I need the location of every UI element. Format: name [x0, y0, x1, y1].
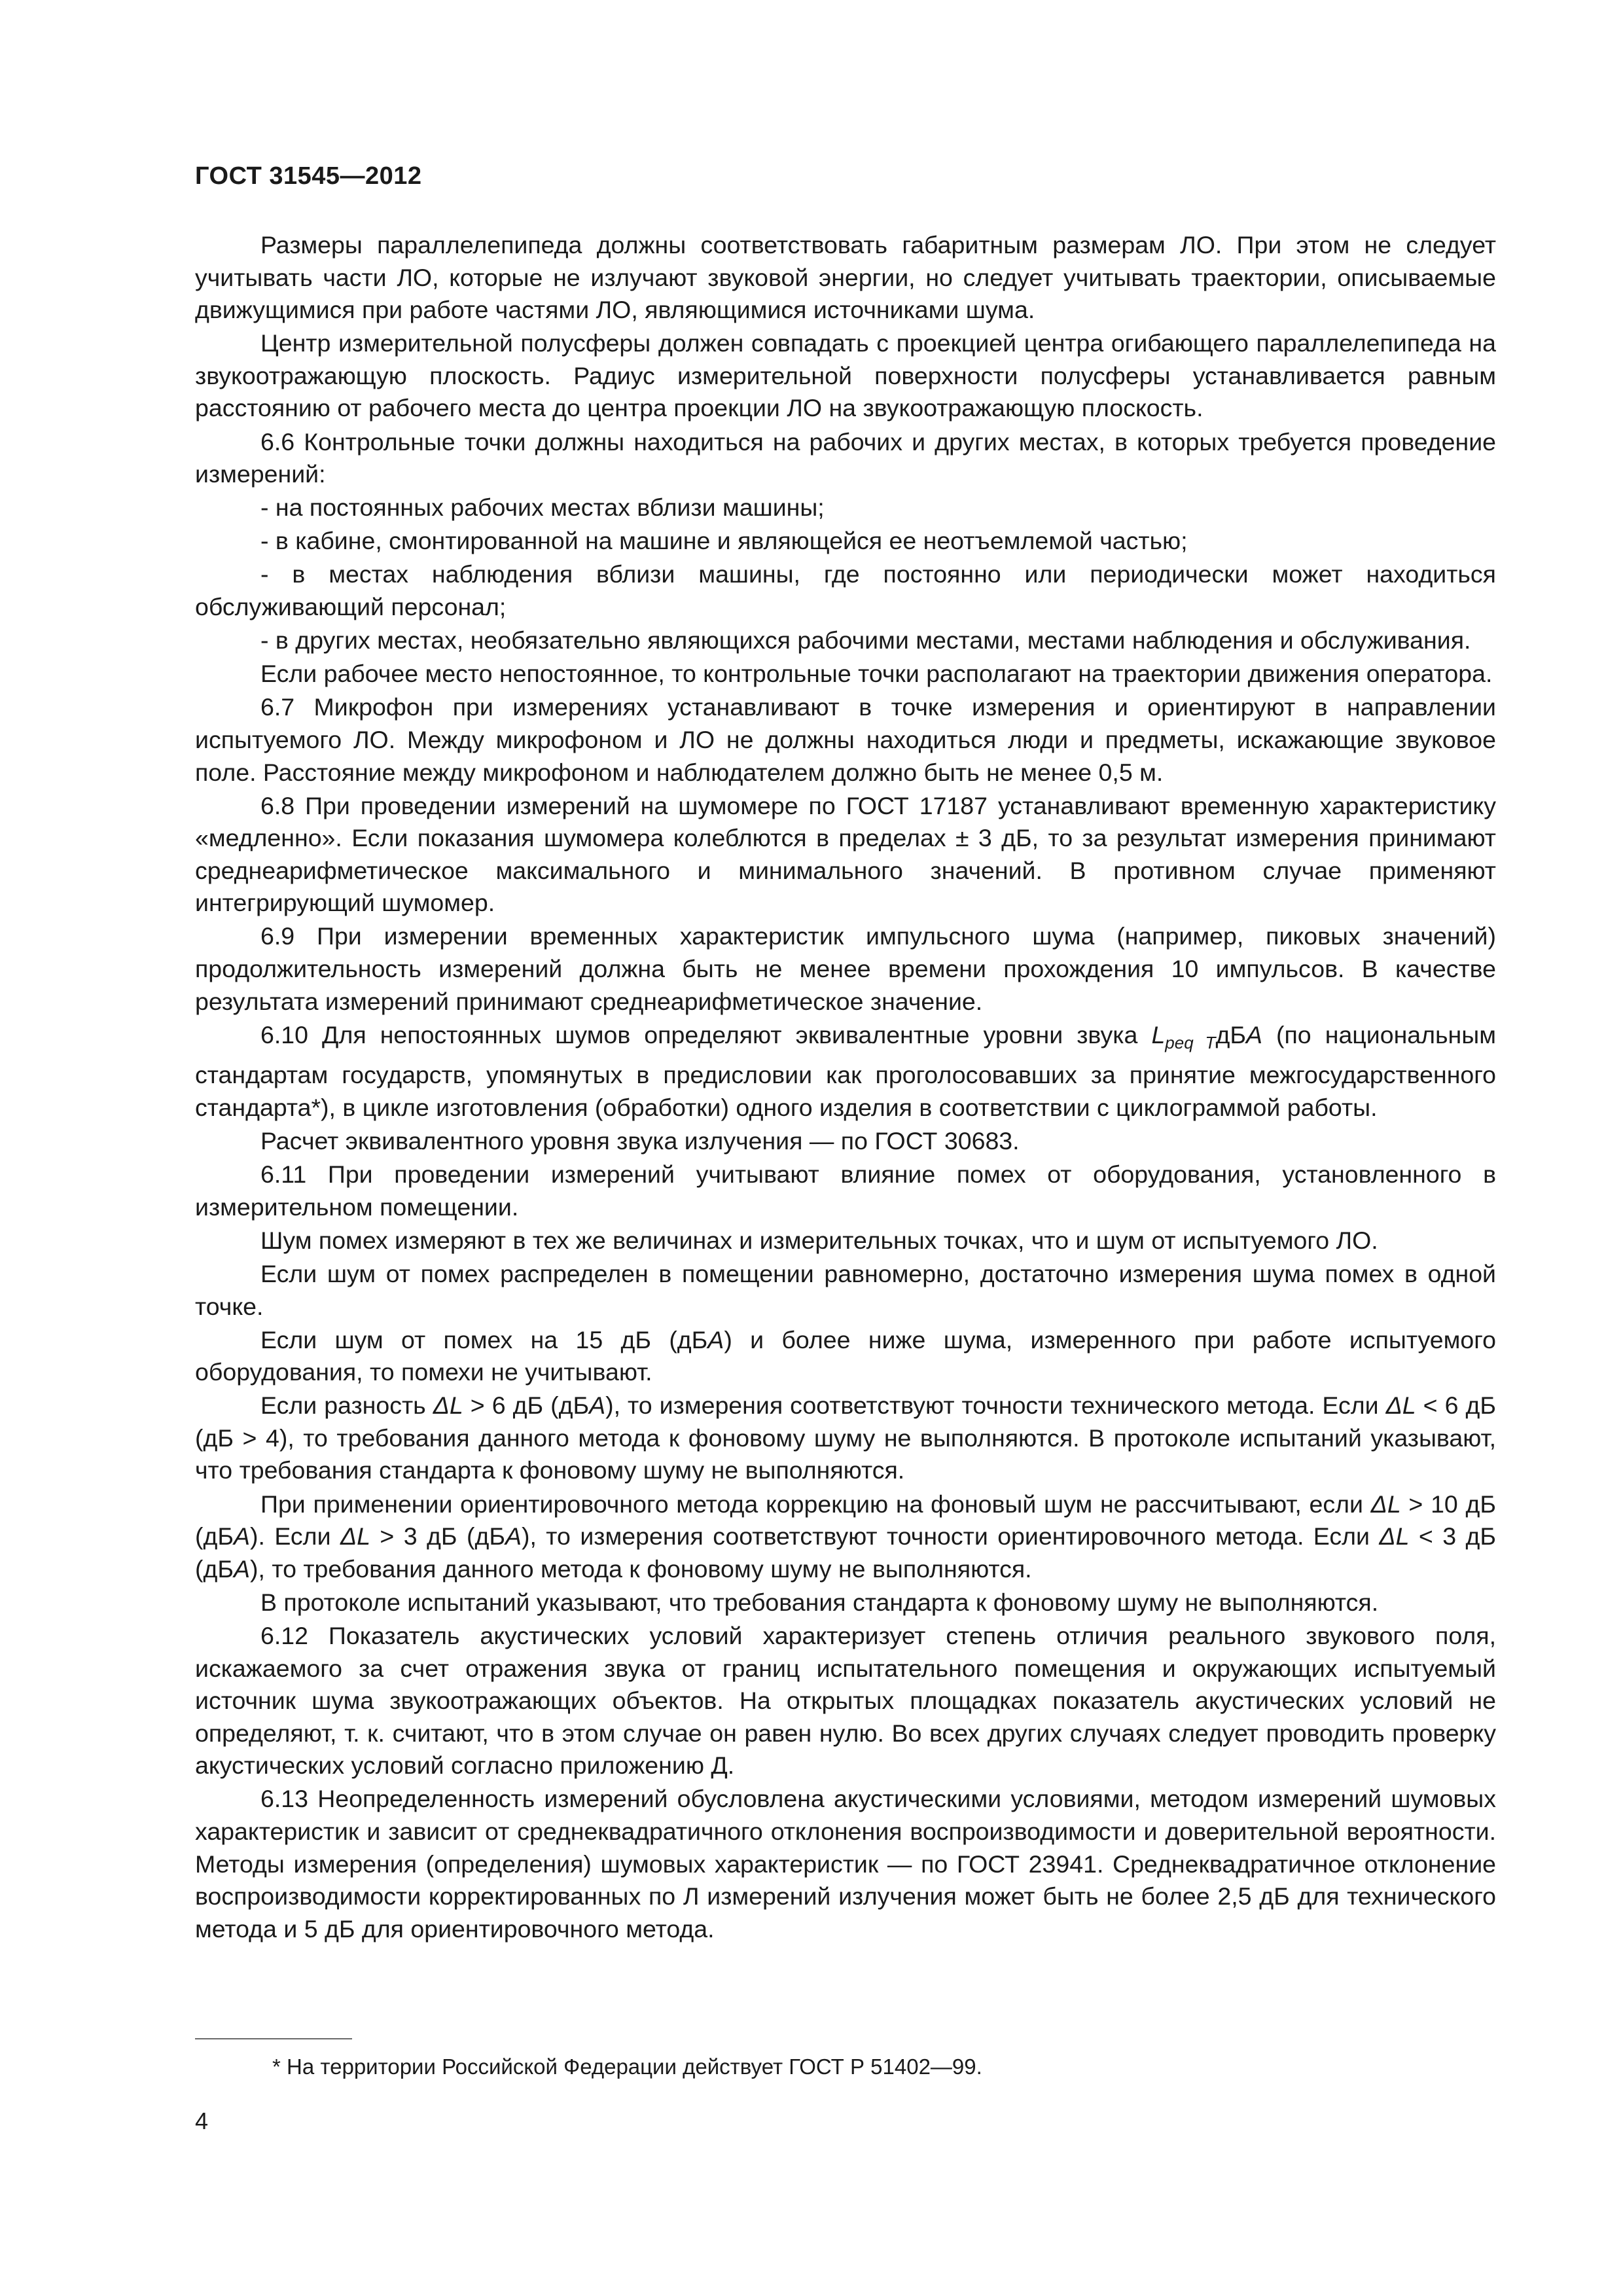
paragraph: В протоколе испытаний указывают, что требования стандарта к фоновому шуму не выполняются. — [260, 1588, 1379, 1616]
text-run: > 3 дБ (дБ — [370, 1522, 505, 1551]
paragraph: Размеры параллелепипеда должны соответствовать габаритным размерам ЛО. При этом не следует учитывать части ЛО, которые не излучают звуковой энергии, но следует учитывать траектории, описываемые движущимися при работе частями ЛО, являющимися источниками шума. — [195, 231, 1496, 324]
symbol-delta-l: ΔL — [1370, 1490, 1401, 1518]
list-item: - на постоянных рабочих местах вблизи машины; — [260, 493, 825, 522]
symbol-delta-l: ΔL — [1385, 1391, 1416, 1420]
page-number: 4 — [195, 2108, 209, 2134]
paragraph — [195, 1488, 1496, 1586]
text-run: ), то измерения соответствуют точности технического метода. Если — [605, 1391, 1386, 1420]
list-item: - в местах наблюдения вблизи машины, где постоянно или периодически может находиться обслуживающий персонал; — [195, 560, 1496, 621]
symbol-l: L — [1151, 1020, 1166, 1049]
text-run: > 6 дБ (дБ — [463, 1391, 590, 1420]
symbol-a: A — [233, 1554, 250, 1583]
text-run: При применении ориентировочного метода коррекцию на фоновый шум не рассчитывают, если — [260, 1490, 1371, 1518]
paragraph: 6.9 При измерении временных характеристик импульсного шума (например, пиковых значений) продолжительность измерений должна быть не менее времени прохождения 10 импульсов. В качестве результата измерений принимают среднеарифметическое значение. — [195, 922, 1496, 1015]
symbol-a: A — [233, 1522, 250, 1551]
text-run: (по национальным стандартам государств, упомянутых в предисловии как проголосовавших за принятие межгосударственного стандарта*), в цикле изготовления (обработки) одного изделия в соответствии с циклограммой работы. — [195, 1020, 1497, 1121]
paragraph: 6.8 При проведении измерений на шумомере по ГОСТ 17187 устанавливают временную характеристику «медленно». Если показания шумомера колеблются в пределах ± 3 дБ, то за результат измерения принимают среднеарифметическое максимального и минимального значений. В противном случае применяют интегрирующий шумомер. — [195, 791, 1496, 917]
text-run: 6.10 Для непостоянных шумов определяют эквивалентные уровни звука — [260, 1020, 1152, 1049]
symbol-a: A — [1245, 1020, 1262, 1049]
symbol-a: A — [707, 1325, 724, 1354]
list-item: - в кабине, смонтированной на машине и являющейся ее неотъемлемой частью; — [260, 527, 1188, 555]
text-run: < 3 дБ (дБ — [195, 1522, 1496, 1583]
body-text — [195, 229, 1496, 1946]
text-run: > 10 дБ (дБ — [195, 1490, 1497, 1551]
paragraph — [195, 1390, 1496, 1487]
paragraph: Центр измерительной полусферы должен совпадать с проекцией центра огибающего параллелепипеда на звукоотражающую плоскость. Радиус измерительной поверхности полусферы устанавливается равным расстоянию от рабочего места до центра проекции ЛО на звукоотражающую плоскость. — [195, 329, 1496, 422]
footnote-divider — [195, 2038, 352, 2039]
paragraph: 6.7 Микрофон при измерениях устанавливают в точке измерения и ориентируют в направлении испытуемого ЛО. Между микрофоном и ЛО не должны находиться люди и предметы, искажающие звуковое поле. Расстояние между микрофоном и наблюдателем должно быть не менее 0,5 м. — [195, 693, 1496, 786]
symbol-a: A — [505, 1522, 522, 1551]
list-item: - в других местах, необязательно являющихся рабочими местами, местами наблюдения и обслуживания. — [260, 626, 1471, 655]
paragraph — [195, 1019, 1496, 1124]
text-run: Если разность — [260, 1391, 433, 1420]
text-run: Если шум от помех на 15 дБ (дБ — [260, 1325, 708, 1354]
paragraph: 6.12 Показатель акустических условий характеризует степень отличия реального звукового поля, искажаемого за счет отражения звука от границ испытательного помещения и окружающих испытуемый источник шума звукоотражающих объектов. На открытых площадках показатель акустических условий не определяют, т. к. считают, что в этом случае он равен нулю. Во всех других случаях следует проводить проверку акустических условий согласно приложению Д. — [195, 1621, 1496, 1780]
paragraph: 6.6 Контрольные точки должны находиться на рабочих и других местах, в которых требуется проведение измерений: — [195, 427, 1496, 488]
symbol-delta-l: ΔL — [1379, 1522, 1410, 1551]
text-run: ), то измерения соответствуют точности ориентировочного метода. Если — [521, 1522, 1380, 1551]
paragraph — [195, 1324, 1496, 1389]
paragraph: 6.11 При проведении измерений учитывают влияние помех от оборудования, установленного в измерительном помещении. — [195, 1160, 1496, 1221]
symbol-delta-l: ΔL — [340, 1522, 370, 1551]
text-run: ), то требования данного метода к фоновому шуму не выполняются. — [250, 1554, 1032, 1583]
paragraph: Если шум от помех распределен в помещении равномерно, достаточно измерения шума помех в одной точке. — [195, 1259, 1496, 1320]
paragraph: Если рабочее место непостоянное, то контрольные точки располагают на траектории движения оператора. — [260, 660, 1493, 688]
document-header: ГОСТ 31545—2012 — [195, 162, 422, 190]
text-run: дБ — [1215, 1020, 1246, 1049]
symbol-a: A — [589, 1391, 606, 1420]
text-run: ) и более ниже шума, измеренного при работе испытуемого оборудования, то помехи не учитывают. — [195, 1325, 1496, 1386]
text-run: < 6 дБ (дБ > 4), то требования данного метода к фоновому шуму не выполняются. В протоколе испытаний указывают, что требования стандарта к фоновому шуму не выполняются. — [195, 1391, 1496, 1484]
paragraph: Расчет эквивалентного уровня звука излучения — по ГОСТ 30683. — [260, 1127, 1020, 1155]
paragraph: Шум помех измеряют в тех же величинах и измерительных точках, что и шум от испытуемого ЛО. — [260, 1226, 1378, 1254]
footnote: * На территории Российской Федерации действует ГОСТ Р 51402—99. — [272, 2054, 982, 2079]
paragraph: 6.13 Неопределенность измерений обусловлена акустическими условиями, методом измерений шумовых характеристик и зависит от среднеквадратичного отклонения воспроизводимости и доверительной вероятности. Методы измерения (определения) шумовых характеристик — по ГОСТ 23941. Среднеквадратичное отклонение воспроизводимости корректированных по Л измерений излучения может быть не более 2,5 дБ для технического метода и 5 дБ для ориентировочного метода. — [195, 1785, 1496, 1943]
text-run: ). Если — [250, 1522, 340, 1551]
symbol-delta-l: ΔL — [433, 1391, 463, 1420]
subscript: peq T — [1165, 1032, 1216, 1052]
